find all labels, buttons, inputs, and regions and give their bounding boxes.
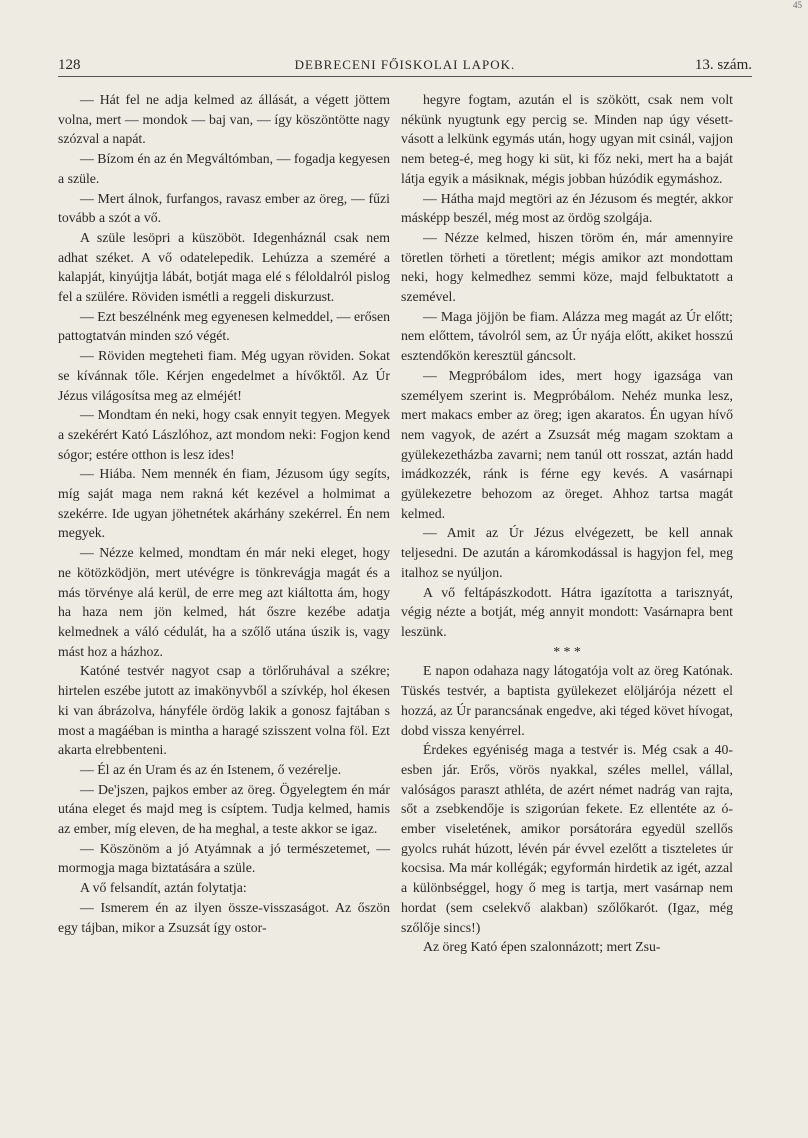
page-number: 128 <box>58 57 81 73</box>
paragraph: — Hátha majd megtöri az én Jézusom és megtér, akkor másképp beszél, még most az ördög szolgája. <box>401 190 733 226</box>
paragraph: — Mert álnok, furfangos, ravasz ember az öreg, — fűzi tovább a szót a vő. <box>58 190 390 226</box>
paragraph: — Hiába. Nem mennék én fiam, Jézusom úgy segíts, míg saját maga nem rakná két kezével a holmimat a szekérre. Ide ugyan jöhetnétek akárhány szekérrel. Én nem megyek. <box>58 466 390 541</box>
paragraph: — Köszönöm a jó Atyámnak a jó természetemet, — mormogja maga biztatására a szüle. <box>58 840 390 876</box>
paragraph: — Röviden megteheti fiam. Még ugyan röviden. Sokat se kívánnak tőle. Kérjen engedelmet a hívőktől. Az Úr Jézus világosítsa meg az elméjét! <box>58 348 390 403</box>
page-header <box>58 55 752 77</box>
paragraph: A vő felsandít, aztán folytatja: <box>80 880 247 896</box>
paragraph: Érdekes egyéniség maga a testvér is. Még csak a 40-esben jár. Erős, vörös nyakkal, széles mellel, vállal, valóságos paraszt athléta, de azért német nadrág van rajta, sőt a zsebkendője is szigorúan fekete. Ez ellentéte az ó-ember viseletének, amikor porsátorára egyedül szellős gyolcs ruhát húzott, lévén pár évvel ezelőtt a tiszteletes úr kocsisa. Ma már kollégák; egyformán hirdetik az igét, azzal a különbséggel, hogy ő meg is tartja, mert vasárnap nem hordat (sem cselekvő alakban) szőlőkarót. (Igaz, még szőlője sincs!) <box>401 742 733 935</box>
paragraph: — Hát fel ne adja kelmed az állását, a végett jöttem volna, mert — mondok — baj van, — így köszöntötte nagy szózval a napát. <box>58 92 390 147</box>
corner-mark: 45 <box>793 0 802 10</box>
paragraph: — Ezt beszélnénk meg egyenesen kelmeddel, — erősen pattogtatván minden szó végét. <box>58 308 390 344</box>
header-rule <box>58 76 752 77</box>
paragraph: — Mondtam én neki, hogy csak ennyit tegyen. Megyek a szekérért Kató Lászlóhoz, azt mondom neki: Fogjon kend sógor; estére otthon is lesz ides! <box>58 407 390 462</box>
issue-number: 13. szám. <box>694 57 752 73</box>
paragraph: — Maga jöjjön be fiam. Alázza meg magát az Úr előtt; nem előttem, távolról sem, az Úr nyája előtt, akiket hosszú esztendőkön keresztül gáncsolt. <box>401 308 733 364</box>
paragraph: — Megpróbálom ides, mert hogy igazsága van személyem szerint is. Megpróbálom. Nehéz munka lesz, mert makacs ember az öreg; igen akaratos. Én ugyan hívő nem vagyok, de azért a Zsuzsát még magam szoktam a gyülekezetházba zavarni; nem tanúl ott rosszat, aztán hadd imádkozzék, ránk is férne egy kevés. A vasárnapi gyülekezetre behozom az öreget. Ahhoz tartsa magát kelmed. <box>401 367 733 521</box>
right-column <box>401 90 733 957</box>
paragraph: — Él az én Uram és az én Istenem, ő vezérelje. <box>80 761 342 777</box>
paragraph: — De'jszen, pajkos ember az öreg. Ögyelegtem én már utána eleget és majd meg is csíptem. Tudja kelmed, hamis az ember, míg eleven, de ha meghal, a teste akkor se igaz. <box>58 781 390 837</box>
paragraph: — Amit az Úr Jézus elvégezett, be kell annak teljesedni. De azután a káromkodással is hagyjon fel, meg italhoz se nyúljon. <box>401 525 733 580</box>
paragraph: — Nézze kelmed, hiszen töröm én, már amennyire töretlen törheti a töretlent; mégis amikor azt mondottam neki, hogy kelmedhez semmi köze, majd felbuktatott a szemével. <box>401 229 733 305</box>
paragraph: — Ismerem én az ilyen össze-visszaságot. Az őszön egy tájban, mikor a Zsuzsát így ostor- <box>58 899 390 935</box>
journal-title: DEBRECENI FŐISKOLAI LAPOK. <box>294 57 516 72</box>
paragraph: A vő feltápászkodott. Hátra igazította a tarisznyát, végig nézte a botját, még annyit mondott: Vasárnapra bent leszünk. <box>401 584 733 639</box>
left-column <box>58 90 390 937</box>
paragraph: E napon odahaza nagy látogatója volt az öreg Katónak. Tüskés testvér, a baptista gyülekezet elöljárója nézett el hozzá, az Úr parancsának engedve, aki téged követ hívogat, dobd vissza kenyérrel. <box>401 663 733 738</box>
paragraph: — Nézze kelmed, mondtam én már neki eleget, hogy ne kötözködjön, mert utévégre is tönkrevágja magát és a más törvénye alá kerül, de erre meg azt kiáltotta ám, hogy ha haza nem jön kelmed, hát őszre kezébe adatja kelmednek a váló cédulát, ha a szőlő utána úszik is, vagy mást hoz a házhoz. <box>58 545 390 659</box>
paragraph: — Bízom én az én Megváltómban, — fogadja kegyesen a szüle. <box>58 151 390 186</box>
paragraph: * * * <box>553 643 581 659</box>
paragraph: hegyre fogtam, azután el is szökött, csak nem volt nékünk nyugtunk egy percig se. Minden nap úgy vésett-vásott a lelkünk egymás után, hogy ugyan mit csinál, vajjon nem beteg-é, meg hogy ki süt, ki főz neki, mert ha a baját látja egyik a másiknak, mégis jobban húzódik egymáshoz. <box>401 92 733 186</box>
paragraph: Katóné testvér nagyot csap a törlőruhával a székre; hirtelen eszébe jutott az imakönyvből a szívkép, hol ékesen ki van ábrázolva, hányféle ördög lakik a gonosz fajtában s most a magáéban is mintha a haragé szisszent volna föl. Ezt akarta elrebbenteni. <box>58 663 390 758</box>
paragraph: Az öreg Kató épen szalonnázott; mert Zsu- <box>423 939 661 955</box>
paragraph: A szüle lesöpri a küszöböt. Idegenháznál csak nem adhat széket. A vő odatelepedik. Lehúzza a szeméré a kalapját, kinyújtja lábát, botját maga elé s féloldalról pislog fel a szülére. Röviden ismétli a reggeli diskurzust. <box>58 229 390 305</box>
